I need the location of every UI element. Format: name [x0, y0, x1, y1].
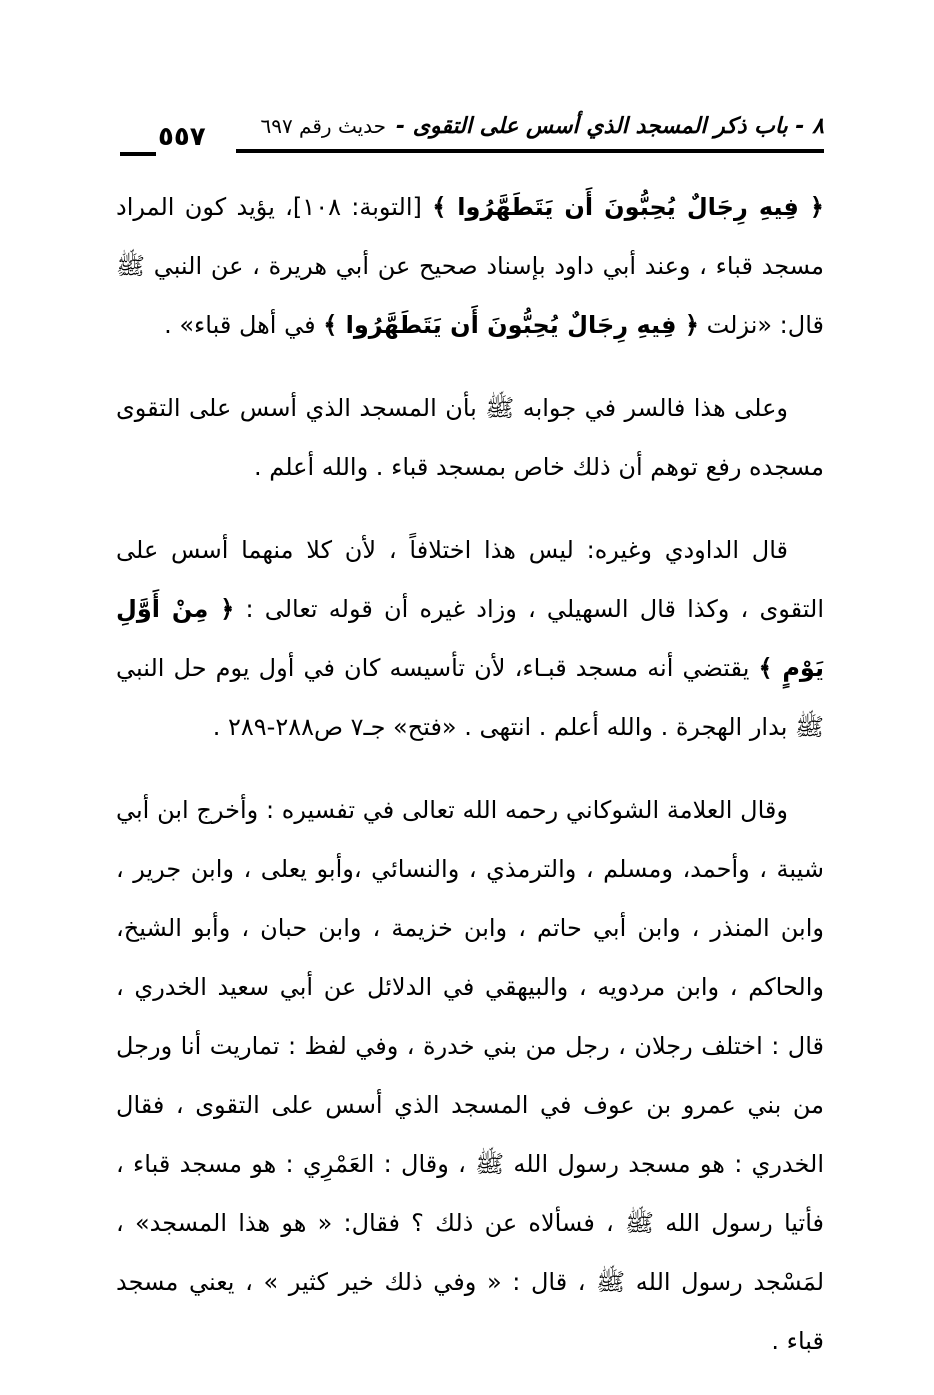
paragraph-text: [التوبة: ١٠٨]، يؤيد كون المراد مسجد قباء ، وعند أبي داود بإسناد صحيح عن أبي هريرة ، عن النبي ﷺ قال: «نزلت: [116, 193, 824, 339]
running-header: [116, 108, 824, 164]
header-rule: [236, 149, 824, 153]
paragraph: [116, 178, 824, 355]
paragraph-text: وعلى هذا فالسر في جوابه ﷺ بأن المسجد الذي أسس على التقوى مسجده رفع توهم أن ذلك خاص بمسجد قباء . والله أعلم .: [116, 394, 824, 481]
page-number-rule: [120, 152, 156, 156]
paragraph: [116, 781, 824, 1371]
quran-quote: ﴿ مِنْ أَوَّلِ يَوْمٍ ﴾: [116, 595, 824, 682]
chapter-title-text: ٨ - باب ذكر المسجد الذي أسس على التقوى -: [396, 114, 824, 139]
quran-quote: ﴿ فِيهِ رِجَالٌ يُحِبُّونَ أَن يَتَطَهَّرُوا ﴾: [323, 311, 699, 339]
chapter-title: [260, 114, 824, 139]
page-number: ٥٥٧: [158, 122, 206, 152]
quran-quote: ﴿ فِيهِ رِجَالٌ يُحِبُّونَ أَن يَتَطَهَّرُوا ﴾: [432, 193, 824, 221]
paragraph: [116, 379, 824, 497]
paragraph: [116, 521, 824, 757]
page-body: [116, 178, 824, 1395]
hadith-reference: حديث رقم ٦٩٧: [260, 114, 387, 138]
paragraph-text: في أهل قباء» .: [164, 311, 324, 339]
paragraph-text: وقال العلامة الشوكاني رحمه الله تعالى في تفسيره : وأخرج ابن أبي شيبة ، وأحمد، ومسلم ، والترمذي ، والنسائي ،وأبو يعلى ، وابن جرير ، وابن المنذر ، وابن أبي حاتم ، وابن خزيمة ، وابن حبان ، وأبو الشيخ، والحاكم ، وابن مردويه ، والبيهقي في الدلائل عن أبي سعيد الخدري ، قال : اختلف رجلان ، رجل من بني خدرة ، وفي لفظ : تماريت أنا ورجل من بني عمرو بن عوف في المسجد الذي أسس على التقوى ، فقال الخدري : هو مسجد رسول الله ﷺ ، وقال : العَمْرِي : هو مسجد قباء ، فأتيا رسول الله ﷺ ، فسألاه عن ذلك ؟ فقال: « هو هذا المسجد» ، لمَسْجد رسول الله ﷺ ، قال : « وفي ذلك خير كثير » ، يعني مسجد قباء .: [116, 796, 824, 1355]
paragraph-text: يقتضي أنه مسجد قبـاء، لأن تأسيسه كان في أول يوم حل النبي ﷺ بدار الهجرة . والله أعلم . انتهى . «فتح» جـ٧ ص٢٨٨-٢٨٩ .: [116, 654, 824, 741]
paragraph-text: قال الداودي وغيره: ليس هذا اختلافاً ، لأن كلا منهما أسس على التقوى ، وكذا قال السهيلي ، وزاد غيره أن قوله تعالى :: [116, 536, 825, 623]
